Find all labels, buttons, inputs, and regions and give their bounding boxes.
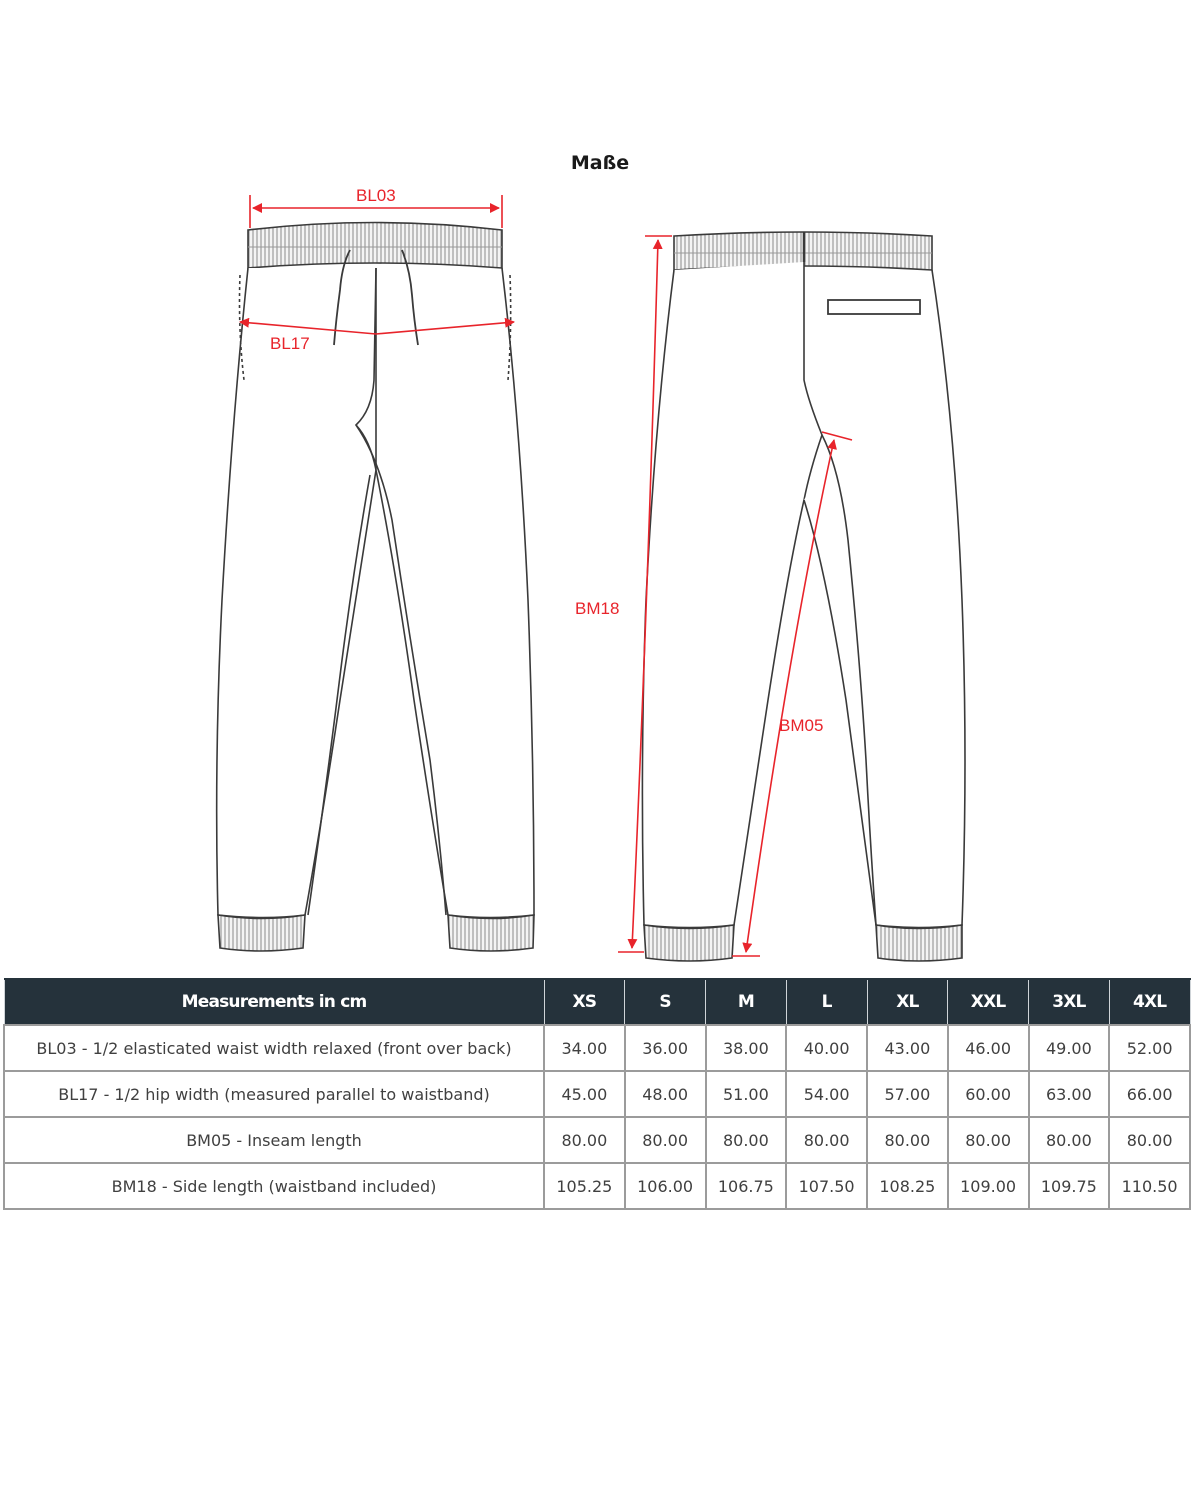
back-right-cuff: [876, 925, 962, 961]
header-cell: L: [786, 979, 867, 1025]
table-cell: 106.00: [625, 1163, 706, 1209]
row-label: BM05 - Inseam length: [4, 1117, 544, 1163]
table-cell: 48.00: [625, 1071, 706, 1117]
table-cell: 108.25: [867, 1163, 948, 1209]
header-cell: Measurements in cm: [4, 979, 544, 1025]
header-cell: 4XL: [1109, 979, 1190, 1025]
header-cell: XS: [544, 979, 625, 1025]
row-label: BL17 - 1/2 hip width (measured parallel to waistband): [4, 1071, 544, 1117]
page-title: Maße: [570, 152, 630, 174]
table-cell: 49.00: [1029, 1025, 1110, 1071]
table-cell: 38.00: [706, 1025, 787, 1071]
table-cell: 80.00: [867, 1117, 948, 1163]
table-cell: 109.00: [948, 1163, 1029, 1209]
table-cell: 63.00: [1029, 1071, 1110, 1117]
bl03-label: BL03: [356, 186, 396, 205]
table-cell: 106.75: [706, 1163, 787, 1209]
back-right-leg-outline: [804, 270, 965, 928]
table-cell: 52.00: [1109, 1025, 1190, 1071]
bm18-label: BM18: [575, 599, 620, 618]
bm05-label: BM05: [779, 716, 824, 735]
table-cell: 80.00: [706, 1117, 787, 1163]
header-cell: XL: [867, 979, 948, 1025]
front-right-cuff: [448, 915, 534, 951]
back-pocket: [828, 300, 920, 314]
table-cell: 40.00: [786, 1025, 867, 1071]
front-waistband: [248, 223, 502, 269]
front-left-cuff: [218, 915, 305, 951]
front-left-leg-outline: [217, 268, 376, 918]
table-row: [4, 1071, 1190, 1117]
table-cell: 80.00: [948, 1117, 1029, 1163]
table-row: [4, 1025, 1190, 1071]
table-cell: 57.00: [867, 1071, 948, 1117]
table-cell: 46.00: [948, 1025, 1029, 1071]
table-cell: 105.25: [544, 1163, 625, 1209]
table-cell: 80.00: [1109, 1117, 1190, 1163]
back-left-leg-outline: [642, 262, 822, 928]
table-cell: 110.50: [1109, 1163, 1190, 1209]
table-cell: 60.00: [948, 1071, 1029, 1117]
table-cell: 34.00: [544, 1025, 625, 1071]
pants-technical-drawing: [0, 180, 1200, 980]
row-label: BL03 - 1/2 elasticated waist width relaxed (front over back): [4, 1025, 544, 1071]
table-cell: 80.00: [625, 1117, 706, 1163]
row-label: BM18 - Side length (waistband included): [4, 1163, 544, 1209]
header-cell: M: [706, 979, 787, 1025]
table-cell: 43.00: [867, 1025, 948, 1071]
front-right-leg-outline: [376, 268, 534, 918]
size-table: [3, 978, 1191, 1210]
table-cell: 80.00: [1029, 1117, 1110, 1163]
header-cell: S: [625, 979, 706, 1025]
table-cell: 36.00: [625, 1025, 706, 1071]
table-cell: 109.75: [1029, 1163, 1110, 1209]
header-cell: 3XL: [1029, 979, 1110, 1025]
table-cell: 45.00: [544, 1071, 625, 1117]
header-cell: XXL: [948, 979, 1029, 1025]
table-row: [4, 1117, 1190, 1163]
table-header-row: [4, 979, 1190, 1025]
back-left-cuff: [644, 925, 734, 961]
front-view: [217, 223, 534, 952]
bl17-label: BL17: [270, 334, 310, 353]
table-cell: 80.00: [544, 1117, 625, 1163]
table-cell: 80.00: [786, 1117, 867, 1163]
back-view: [642, 232, 965, 961]
table-cell: 66.00: [1109, 1071, 1190, 1117]
table-row: [4, 1163, 1190, 1209]
table-cell: 107.50: [786, 1163, 867, 1209]
table-cell: 54.00: [786, 1071, 867, 1117]
table-cell: 51.00: [706, 1071, 787, 1117]
